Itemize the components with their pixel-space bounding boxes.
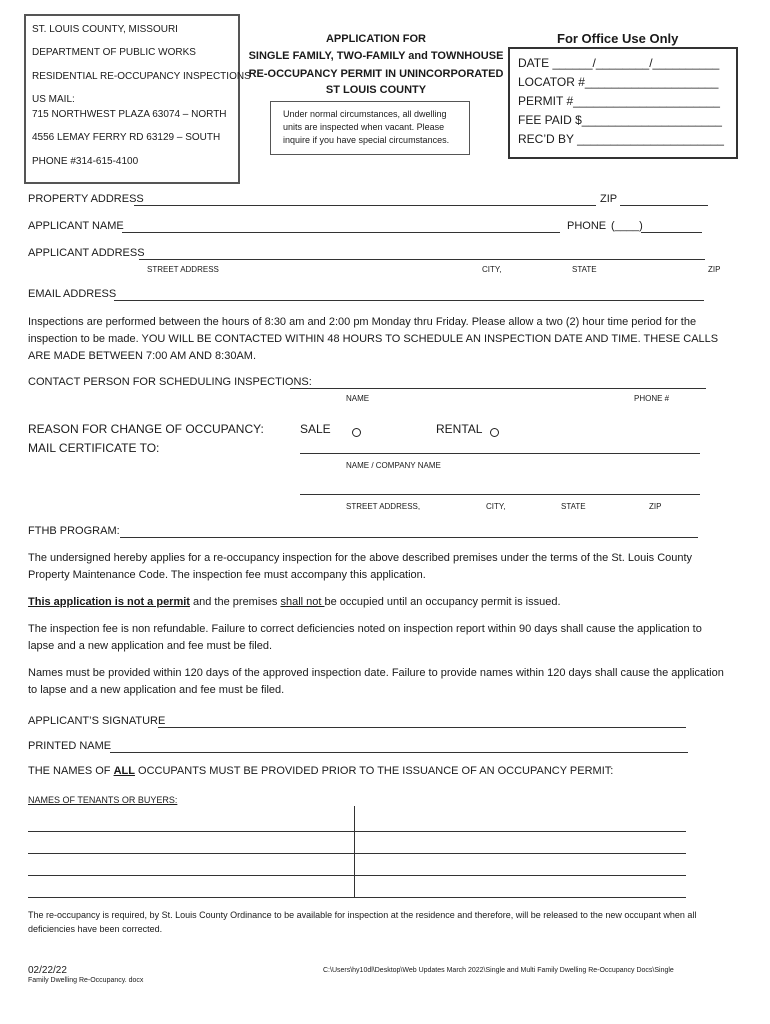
sub-name-company: NAME / COMPANY NAME xyxy=(346,461,441,470)
fthb-label: FTHB PROGRAM: xyxy=(28,525,120,537)
footer-date: 02/22/22 xyxy=(28,965,67,976)
occupants-post: OCCUPANTS MUST BE PROVIDED PRIOR TO THE ISSUANCE OF AN OCCUPANCY PERMIT: xyxy=(134,765,614,777)
mail-label: US MAIL: xyxy=(32,94,75,105)
tenant-name-input[interactable] xyxy=(354,897,686,898)
footer-path: C:\Users\hy10dl\Desktop\Web Updates March 2022\Single and Multi Family Dwelling Re-Occupancy Docs\Single xyxy=(323,967,674,974)
north-address: 715 NORTHWEST PLAZA 63074 – NORTH xyxy=(32,109,227,120)
office-use-heading: For Office Use Only xyxy=(557,31,679,46)
reason-label: REASON FOR CHANGE OF OCCUPANCY: xyxy=(28,422,264,436)
sub-zip: ZIP xyxy=(708,265,721,274)
printed-name-label: PRINTED NAME xyxy=(28,740,112,752)
form-title-line3: RE-OCCUPANCY PERMIT IN UNINCORPORATED xyxy=(248,68,504,80)
shall-not-text: shall not xyxy=(280,596,325,608)
tenant-column-divider xyxy=(354,806,355,898)
tenant-name-input[interactable] xyxy=(354,875,686,876)
applicant-name-label: APPLICANT NAME xyxy=(28,220,124,232)
sub-street-address: STREET ADDRESS xyxy=(147,265,219,274)
not-permit-end: be occupied until an occupancy permit is issued. xyxy=(324,596,561,608)
sub-mail-zip: ZIP xyxy=(649,502,662,511)
email-input[interactable] xyxy=(114,300,704,301)
not-permit-statement xyxy=(28,594,728,611)
department-name: DEPARTMENT OF PUBLIC WORKS xyxy=(32,47,196,58)
phone-area-code: (____) xyxy=(611,220,643,232)
occupants-requirement xyxy=(28,765,613,777)
office-fee-field[interactable]: FEE PAID $_____________________ xyxy=(518,113,722,127)
inspection-hours-text: Inspections are performed between the hours of 8:30 am and 2:00 pm Monday thru Friday. Please allow a two (2) hour time period for the inspection to be made. YOU WILL BE CONTACTED WITHIN 48 HOURS TO SCHEDULE AN INSPECTION DATE AND TIME. THESE CALLS ARE MADE BETWEEN 7:00 AM AND 8:30AM. xyxy=(28,316,719,362)
fthb-input[interactable] xyxy=(120,537,698,538)
vacancy-note: Under normal circumstances, all dwelling units are inspected when vacant. Please inquire if you have special circumstances. xyxy=(270,101,470,155)
signature-input[interactable] xyxy=(158,727,686,728)
occupants-all: ALL xyxy=(113,765,135,777)
footer-filename: Family Dwelling Re-Occupancy. docx xyxy=(28,977,144,984)
contact-person-input[interactable] xyxy=(290,388,706,389)
sale-radio[interactable] xyxy=(352,424,361,442)
not-permit-bold: This application is not a permit xyxy=(28,596,190,608)
applicant-phone-input[interactable] xyxy=(641,232,702,233)
not-permit-mid: and the premises xyxy=(189,596,281,608)
sub-city: CITY, xyxy=(482,265,502,274)
applicant-address-label: APPLICANT ADDRESS xyxy=(28,247,145,259)
south-address: 4556 LEMAY FERRY RD 63129 – SOUTH xyxy=(32,132,221,143)
applies-statement: The undersigned hereby applies for a re-occupancy inspection for the above described premises under the terms of the St. Louis County Property Maintenance Code. The inspection fee must accompany this application. xyxy=(28,552,693,581)
mail-address-input[interactable] xyxy=(300,494,700,495)
county-name: ST. LOUIS COUNTY, MISSOURI xyxy=(32,24,178,35)
sub-contact-phone: PHONE # xyxy=(634,394,670,403)
tenant-name-input[interactable] xyxy=(28,853,354,854)
rental-radio[interactable] xyxy=(490,424,499,442)
tenant-name-input[interactable] xyxy=(28,831,354,832)
signature-label: APPLICANT’S SIGNATURE xyxy=(28,715,166,727)
department-phone: PHONE #314-615-4100 xyxy=(32,156,139,167)
division-name: RESIDENTIAL RE-OCCUPANCY INSPECTIONS xyxy=(32,71,251,82)
sub-contact-name: NAME xyxy=(346,394,370,403)
office-use-box xyxy=(508,47,738,159)
fee-statement: The inspection fee is non refundable. Failure to correct deficiencies noted on inspection report within 90 days shall cause the application to lapse and a new application and fee must be filed. xyxy=(28,623,702,652)
office-locator-field[interactable]: LOCATOR #____________________ xyxy=(518,75,719,89)
names-statement: Names must be provided within 120 days of the approved inspection date. Failure to provide names within 120 days shall cause the application to lapse and a new application and fee must be filed. xyxy=(28,667,724,696)
property-address-input[interactable] xyxy=(134,205,596,206)
printed-name-input[interactable] xyxy=(110,752,688,753)
tenant-name-input[interactable] xyxy=(28,875,354,876)
office-recd-field[interactable]: REC’D BY ______________________ xyxy=(518,132,724,146)
email-label: EMAIL ADDRESS xyxy=(28,288,117,300)
mail-name-input[interactable] xyxy=(300,453,700,454)
tenant-name-input[interactable] xyxy=(354,853,686,854)
mail-certificate-label: MAIL CERTIFICATE TO: xyxy=(28,441,160,455)
zip-label: ZIP xyxy=(600,193,618,205)
form-title-line4: ST LOUIS COUNTY xyxy=(325,84,427,96)
ordinance-note: The re-occupancy is required, by St. Louis County Ordinance to be available for inspection at the residence and therefore, will be released to the new occupant when all deficiencies have been corrected. xyxy=(28,910,697,934)
property-zip-input[interactable] xyxy=(620,205,708,206)
tenants-label: NAMES OF TENANTS OR BUYERS: xyxy=(28,795,178,805)
department-info-box xyxy=(24,14,251,184)
form-title-line2: SINGLE FAMILY, TWO-FAMILY and TOWNHOUSE xyxy=(248,50,504,62)
tenant-name-input[interactable] xyxy=(28,897,354,898)
office-date-field[interactable]: DATE ______/________/__________ xyxy=(518,56,720,70)
sub-mail-city: CITY, xyxy=(486,502,506,511)
applicant-name-input[interactable] xyxy=(122,232,560,233)
sub-mail-street: STREET ADDRESS, xyxy=(346,502,421,511)
tenant-name-input[interactable] xyxy=(354,831,686,832)
property-address-label: PROPERTY ADDRESS xyxy=(28,193,144,205)
occupants-pre: THE NAMES OF xyxy=(28,765,114,777)
applicant-address-input[interactable] xyxy=(139,259,705,260)
rental-option-label: RENTAL xyxy=(436,422,483,436)
sub-state: STATE xyxy=(572,265,597,274)
form-title-line1: APPLICATION FOR xyxy=(325,33,426,45)
sale-option-label: SALE xyxy=(300,422,331,436)
contact-person-label: CONTACT PERSON FOR SCHEDULING INSPECTIONS: xyxy=(28,376,312,388)
office-permit-field[interactable]: PERMIT #______________________ xyxy=(518,94,720,108)
phone-label: PHONE xyxy=(567,220,607,232)
sub-mail-state: STATE xyxy=(561,502,586,511)
